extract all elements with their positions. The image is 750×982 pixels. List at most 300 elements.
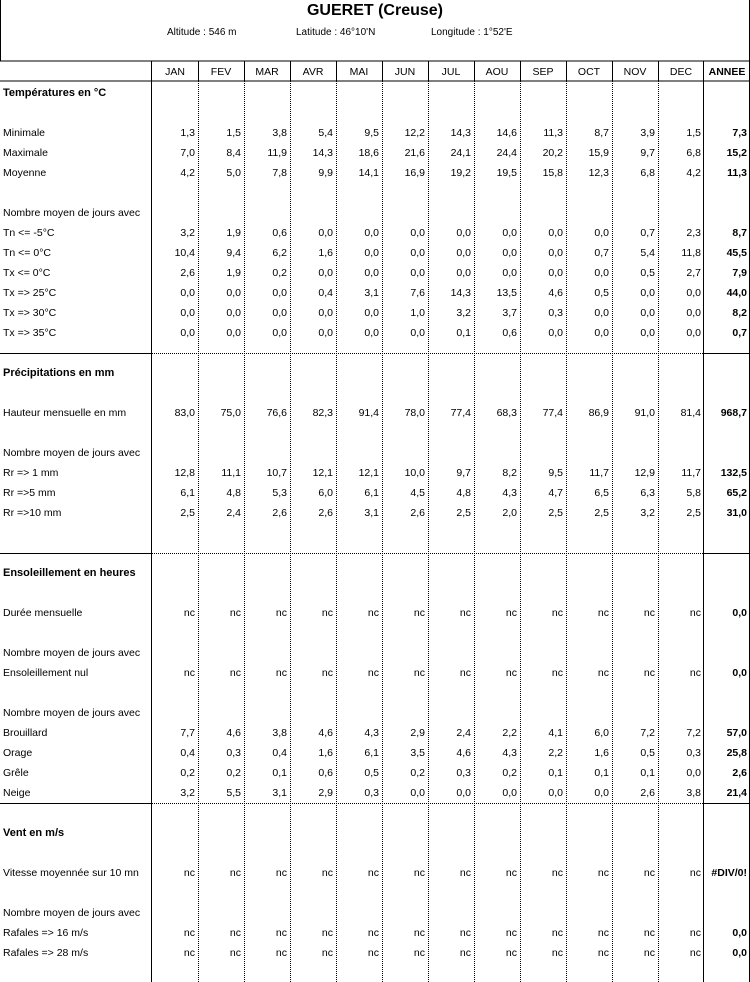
column-header: JAN bbox=[165, 66, 185, 78]
month-value-cell: nc bbox=[275, 927, 287, 939]
month-value-cell: 12,2 bbox=[404, 127, 425, 139]
month-value-cell: nc bbox=[505, 607, 517, 619]
month-value-cell: 11,3 bbox=[543, 127, 563, 139]
month-value-cell: 3,9 bbox=[640, 127, 655, 139]
month-value-cell: 10,0 bbox=[404, 467, 425, 479]
column-header: JUN bbox=[394, 66, 416, 78]
month-value-cell: nc bbox=[689, 947, 701, 959]
month-value-cell: 6,1 bbox=[364, 747, 379, 759]
month-value-cell: nc bbox=[551, 667, 563, 679]
month-value-cell: 3,1 bbox=[364, 287, 379, 299]
month-value-cell: nc bbox=[689, 927, 701, 939]
month-value-cell: 2,6 bbox=[410, 507, 425, 519]
month-value-cell: 3,2 bbox=[180, 787, 195, 799]
month-value-cell: 24,4 bbox=[496, 147, 517, 159]
month-value-cell: 0,0 bbox=[548, 247, 563, 259]
month-value-cell: 5,0 bbox=[226, 167, 241, 179]
month-value-cell: 11,9 bbox=[267, 147, 287, 159]
month-value-cell: 0,0 bbox=[594, 327, 609, 339]
month-value-cell: 0,0 bbox=[686, 767, 701, 779]
month-value-cell: nc bbox=[321, 947, 333, 959]
month-value-cell: 6,3 bbox=[640, 487, 655, 499]
month-value-cell: 2,9 bbox=[410, 727, 425, 739]
month-value-cell: nc bbox=[321, 867, 333, 879]
month-value-cell: 0,3 bbox=[226, 747, 241, 759]
month-value-cell: 0,0 bbox=[686, 287, 701, 299]
column-header: FEV bbox=[210, 66, 232, 78]
month-value-cell: 4,3 bbox=[502, 487, 517, 499]
month-value-cell: 0,0 bbox=[226, 327, 241, 339]
month-value-cell: 3,5 bbox=[410, 747, 425, 759]
annual-value-cell: 7,9 bbox=[732, 267, 747, 279]
section-title: Vent en m/s bbox=[3, 827, 65, 839]
row-label: Tn <= 0°C bbox=[3, 247, 51, 259]
month-value-cell: nc bbox=[413, 867, 425, 879]
month-value-cell: 9,9 bbox=[318, 167, 333, 179]
month-value-cell: 6,2 bbox=[272, 247, 287, 259]
row-label: Minimale bbox=[3, 127, 46, 139]
row-label: Nombre moyen de jours avec bbox=[3, 447, 141, 459]
month-value-cell: 2,5 bbox=[180, 507, 195, 519]
month-value-cell: 11,1 bbox=[221, 467, 241, 479]
month-value-cell: 2,6 bbox=[640, 787, 655, 799]
month-value-cell: 77,4 bbox=[450, 407, 471, 419]
month-value-cell: nc bbox=[505, 867, 517, 879]
column-header: JUL bbox=[441, 66, 461, 78]
month-value-cell: 9,5 bbox=[364, 127, 379, 139]
month-value-cell: nc bbox=[689, 607, 701, 619]
page-title: GUERET (Creuse) bbox=[306, 2, 444, 19]
month-value-cell: nc bbox=[505, 927, 517, 939]
month-value-cell: nc bbox=[459, 867, 471, 879]
month-value-cell: 78,0 bbox=[404, 407, 425, 419]
month-value-cell: 0,0 bbox=[318, 227, 333, 239]
month-value-cell: 0,0 bbox=[548, 227, 563, 239]
month-value-cell: nc bbox=[413, 927, 425, 939]
month-value-cell: 0,0 bbox=[364, 267, 379, 279]
month-value-cell: 12,8 bbox=[174, 467, 195, 479]
annual-value-cell: 45,5 bbox=[726, 247, 747, 259]
row-label: Rr => 1 mm bbox=[3, 467, 59, 479]
month-value-cell: 1,6 bbox=[318, 247, 333, 259]
month-value-cell: 14,6 bbox=[496, 127, 517, 139]
month-value-cell: 2,2 bbox=[502, 727, 517, 739]
month-value-cell: 0,2 bbox=[180, 767, 195, 779]
month-value-cell: 0,0 bbox=[502, 227, 517, 239]
month-value-cell: 16,9 bbox=[404, 167, 425, 179]
month-value-cell: 0,1 bbox=[594, 767, 609, 779]
annual-value-cell: 57,0 bbox=[726, 727, 747, 739]
month-value-cell: 4,8 bbox=[456, 487, 471, 499]
month-value-cell: 0,0 bbox=[594, 227, 609, 239]
month-value-cell: 0,2 bbox=[410, 767, 425, 779]
month-value-cell: nc bbox=[689, 667, 701, 679]
month-value-cell: 4,8 bbox=[226, 487, 241, 499]
month-value-cell: 0,3 bbox=[364, 787, 379, 799]
month-value-cell: 6,1 bbox=[180, 487, 195, 499]
month-value-cell: 2,4 bbox=[226, 507, 241, 519]
month-value-cell: 7,2 bbox=[686, 727, 701, 739]
annual-value-cell: #DIV/0! bbox=[711, 867, 747, 879]
row-label: Nombre moyen de jours avec bbox=[3, 207, 141, 219]
month-value-cell: 83,0 bbox=[174, 407, 195, 419]
annual-value-cell: 0,7 bbox=[732, 327, 747, 339]
month-value-cell: 14,1 bbox=[358, 167, 379, 179]
month-value-cell: 0,0 bbox=[502, 787, 517, 799]
month-value-cell: 86,9 bbox=[588, 407, 609, 419]
column-header: SEP bbox=[532, 66, 554, 78]
section-title: Températures en °C bbox=[3, 87, 107, 99]
annual-value-cell: 21,4 bbox=[726, 787, 747, 799]
month-value-cell: 4,2 bbox=[686, 167, 701, 179]
month-value-cell: 14,3 bbox=[312, 147, 333, 159]
month-value-cell: nc bbox=[597, 947, 609, 959]
month-value-cell: 0,3 bbox=[456, 767, 471, 779]
month-value-cell: 0,1 bbox=[548, 767, 563, 779]
month-value-cell: nc bbox=[321, 667, 333, 679]
row-label: Ensoleillement nul bbox=[3, 667, 89, 679]
row-label: Durée mensuelle bbox=[3, 607, 83, 619]
latitude-text: Latitude : 46°10'N bbox=[296, 27, 376, 38]
month-value-cell: nc bbox=[459, 947, 471, 959]
month-value-cell: 0,0 bbox=[594, 267, 609, 279]
month-value-cell: 4,3 bbox=[364, 727, 379, 739]
month-value-cell: 9,5 bbox=[548, 467, 563, 479]
annual-value-cell: 0,0 bbox=[732, 947, 747, 959]
month-value-cell: 1,6 bbox=[318, 747, 333, 759]
month-value-cell: 2,7 bbox=[686, 267, 701, 279]
row-label: Tx => 35°C bbox=[3, 327, 57, 339]
month-value-cell: 4,6 bbox=[456, 747, 471, 759]
annual-value-cell: 15,2 bbox=[726, 147, 747, 159]
column-header: DEC bbox=[669, 66, 693, 78]
row-label: Vitesse moyennée sur 10 mn bbox=[3, 867, 139, 879]
month-value-cell: 3,1 bbox=[364, 507, 379, 519]
month-value-cell: 0,0 bbox=[318, 327, 333, 339]
row-label: Nombre moyen de jours avec bbox=[3, 907, 141, 919]
month-value-cell: 14,3 bbox=[450, 287, 471, 299]
month-value-cell: nc bbox=[367, 947, 379, 959]
month-value-cell: 24,1 bbox=[450, 147, 471, 159]
month-value-cell: 0,0 bbox=[410, 227, 425, 239]
row-label: Rr =>5 mm bbox=[3, 487, 56, 499]
month-value-cell: 2,5 bbox=[548, 507, 563, 519]
month-value-cell: 8,7 bbox=[594, 127, 609, 139]
column-header: AVR bbox=[302, 66, 324, 78]
month-value-cell: 0,0 bbox=[640, 307, 655, 319]
annual-value-cell: 44,0 bbox=[726, 287, 747, 299]
month-value-cell: 0,7 bbox=[640, 227, 655, 239]
row-label: Rr =>10 mm bbox=[3, 507, 62, 519]
month-value-cell: nc bbox=[275, 607, 287, 619]
month-value-cell: nc bbox=[413, 667, 425, 679]
month-value-cell: 5,8 bbox=[686, 487, 701, 499]
month-value-cell: 0,0 bbox=[410, 787, 425, 799]
month-value-cell: nc bbox=[689, 867, 701, 879]
month-value-cell: 0,6 bbox=[318, 767, 333, 779]
month-value-cell: 1,6 bbox=[594, 747, 609, 759]
month-value-cell: 1,0 bbox=[410, 307, 425, 319]
annual-value-cell: 11,3 bbox=[727, 167, 747, 179]
annual-value-cell: 0,0 bbox=[732, 607, 747, 619]
month-value-cell: 12,1 bbox=[358, 467, 379, 479]
month-value-cell: 0,0 bbox=[640, 327, 655, 339]
month-value-cell: 21,6 bbox=[404, 147, 425, 159]
month-value-cell: nc bbox=[229, 867, 241, 879]
month-value-cell: nc bbox=[597, 927, 609, 939]
month-value-cell: 2,9 bbox=[318, 787, 333, 799]
month-value-cell: nc bbox=[459, 927, 471, 939]
month-value-cell: nc bbox=[597, 607, 609, 619]
month-value-cell: 19,2 bbox=[450, 167, 471, 179]
month-value-cell: 75,0 bbox=[220, 407, 241, 419]
month-value-cell: 12,3 bbox=[588, 167, 609, 179]
month-value-cell: 2,5 bbox=[594, 507, 609, 519]
month-value-cell: 10,4 bbox=[174, 247, 195, 259]
month-value-cell: nc bbox=[505, 667, 517, 679]
month-value-cell: nc bbox=[229, 947, 241, 959]
month-value-cell: 9,7 bbox=[456, 467, 471, 479]
month-value-cell: nc bbox=[229, 927, 241, 939]
month-value-cell: 0,0 bbox=[226, 287, 241, 299]
month-value-cell: 0,5 bbox=[594, 287, 609, 299]
annual-value-cell: 0,0 bbox=[732, 927, 747, 939]
month-value-cell: 6,0 bbox=[318, 487, 333, 499]
month-value-cell: 7,2 bbox=[640, 727, 655, 739]
month-value-cell: 11,7 bbox=[681, 467, 701, 479]
month-value-cell: 0,4 bbox=[318, 287, 333, 299]
month-value-cell: 77,4 bbox=[542, 407, 563, 419]
month-value-cell: 2,2 bbox=[548, 747, 563, 759]
row-label: Tx => 30°C bbox=[3, 307, 57, 319]
month-value-cell: 2,0 bbox=[502, 507, 517, 519]
month-value-cell: 76,6 bbox=[266, 407, 287, 419]
month-value-cell: 6,8 bbox=[686, 147, 701, 159]
month-value-cell: 6,0 bbox=[594, 727, 609, 739]
month-value-cell: 4,2 bbox=[180, 167, 195, 179]
month-value-cell: 0,0 bbox=[410, 267, 425, 279]
month-value-cell: 91,4 bbox=[358, 407, 379, 419]
row-label: Grêle bbox=[3, 767, 29, 779]
month-value-cell: nc bbox=[275, 947, 287, 959]
annual-value-cell: 968,7 bbox=[720, 407, 747, 419]
month-value-cell: nc bbox=[367, 667, 379, 679]
month-value-cell: 0,2 bbox=[272, 267, 287, 279]
month-value-cell: 0,0 bbox=[640, 287, 655, 299]
month-value-cell: nc bbox=[551, 947, 563, 959]
row-label: Neige bbox=[3, 787, 31, 799]
month-value-cell: 0,0 bbox=[456, 227, 471, 239]
month-value-cell: 7,0 bbox=[180, 147, 195, 159]
month-value-cell: 0,0 bbox=[180, 327, 195, 339]
month-value-cell: 1,5 bbox=[686, 127, 701, 139]
month-value-cell: nc bbox=[551, 607, 563, 619]
month-value-cell: nc bbox=[367, 607, 379, 619]
month-value-cell: 0,2 bbox=[502, 767, 517, 779]
month-value-cell: 0,0 bbox=[226, 307, 241, 319]
month-value-cell: 15,9 bbox=[588, 147, 609, 159]
month-value-cell: 3,2 bbox=[640, 507, 655, 519]
month-value-cell: 3,2 bbox=[456, 307, 471, 319]
month-value-cell: 11,7 bbox=[589, 467, 609, 479]
month-value-cell: 1,9 bbox=[226, 267, 241, 279]
row-label: Maximale bbox=[3, 147, 48, 159]
month-value-cell: nc bbox=[275, 867, 287, 879]
annual-value-cell: 65,2 bbox=[726, 487, 747, 499]
month-value-cell: 3,1 bbox=[272, 787, 287, 799]
month-value-cell: 0,6 bbox=[502, 327, 517, 339]
month-value-cell: nc bbox=[229, 607, 241, 619]
month-value-cell: nc bbox=[643, 667, 655, 679]
month-value-cell: 0,5 bbox=[640, 267, 655, 279]
month-value-cell: 15,8 bbox=[542, 167, 563, 179]
month-value-cell: 0,0 bbox=[594, 307, 609, 319]
month-value-cell: nc bbox=[183, 607, 195, 619]
row-label: Tn <= -5°C bbox=[3, 227, 55, 239]
month-value-cell: nc bbox=[505, 947, 517, 959]
month-value-cell: 0,0 bbox=[272, 287, 287, 299]
month-value-cell: 0,0 bbox=[364, 327, 379, 339]
month-value-cell: nc bbox=[643, 947, 655, 959]
month-value-cell: 0,4 bbox=[180, 747, 195, 759]
month-value-cell: nc bbox=[643, 927, 655, 939]
month-value-cell: 0,0 bbox=[272, 307, 287, 319]
month-value-cell: 10,7 bbox=[266, 467, 287, 479]
month-value-cell: nc bbox=[183, 947, 195, 959]
month-value-cell: 0,0 bbox=[548, 327, 563, 339]
month-value-cell: nc bbox=[183, 927, 195, 939]
month-value-cell: nc bbox=[413, 947, 425, 959]
month-value-cell: 81,4 bbox=[680, 407, 701, 419]
month-value-cell: 5,5 bbox=[226, 787, 241, 799]
month-value-cell: 13,5 bbox=[496, 287, 517, 299]
month-value-cell: 0,0 bbox=[456, 267, 471, 279]
month-value-cell: nc bbox=[551, 927, 563, 939]
month-value-cell: 4,6 bbox=[226, 727, 241, 739]
month-value-cell: 5,4 bbox=[318, 127, 333, 139]
month-value-cell: 9,4 bbox=[226, 247, 241, 259]
month-value-cell: 0,0 bbox=[318, 307, 333, 319]
month-value-cell: 7,8 bbox=[272, 167, 287, 179]
month-value-cell: 0,0 bbox=[456, 247, 471, 259]
annual-value-cell: 2,6 bbox=[732, 767, 747, 779]
month-value-cell: 2,6 bbox=[272, 507, 287, 519]
section-title: Ensoleillement en heures bbox=[3, 567, 136, 579]
column-header: NOV bbox=[623, 66, 647, 78]
column-header: AOU bbox=[485, 66, 509, 78]
column-header: MAR bbox=[255, 66, 279, 78]
section-title: Précipitations en mm bbox=[3, 367, 115, 379]
month-value-cell: 0,0 bbox=[272, 327, 287, 339]
month-value-cell: 3,8 bbox=[272, 727, 287, 739]
month-value-cell: 2,5 bbox=[686, 507, 701, 519]
month-value-cell: 4,5 bbox=[410, 487, 425, 499]
month-value-cell: 0,1 bbox=[640, 767, 655, 779]
month-value-cell: 3,2 bbox=[180, 227, 195, 239]
month-value-cell: 4,1 bbox=[548, 727, 563, 739]
month-value-cell: 4,3 bbox=[502, 747, 517, 759]
month-value-cell: 4,7 bbox=[548, 487, 563, 499]
month-value-cell: 0,0 bbox=[548, 787, 563, 799]
month-value-cell: nc bbox=[183, 667, 195, 679]
month-value-cell: 8,2 bbox=[502, 467, 517, 479]
month-value-cell: 0,0 bbox=[364, 247, 379, 259]
month-value-cell: 0,0 bbox=[548, 267, 563, 279]
month-value-cell: 7,6 bbox=[410, 287, 425, 299]
month-value-cell: 2,4 bbox=[456, 727, 471, 739]
month-value-cell: 20,2 bbox=[542, 147, 563, 159]
month-value-cell: 19,5 bbox=[496, 167, 517, 179]
annual-value-cell: 132,5 bbox=[720, 467, 747, 479]
month-value-cell: nc bbox=[183, 867, 195, 879]
month-value-cell: 3,7 bbox=[502, 307, 517, 319]
month-value-cell: 0,0 bbox=[410, 327, 425, 339]
month-value-cell: 0,2 bbox=[226, 767, 241, 779]
annual-value-cell: 8,2 bbox=[732, 307, 747, 319]
month-value-cell: 0,5 bbox=[364, 767, 379, 779]
month-value-cell: 68,3 bbox=[496, 407, 517, 419]
annual-value-cell: 25,8 bbox=[726, 747, 747, 759]
month-value-cell: 18,6 bbox=[358, 147, 379, 159]
month-value-cell: 0,0 bbox=[364, 227, 379, 239]
month-value-cell: nc bbox=[321, 607, 333, 619]
month-value-cell: 7,7 bbox=[180, 727, 195, 739]
row-label: Nombre moyen de jours avec bbox=[3, 707, 141, 719]
month-value-cell: nc bbox=[597, 867, 609, 879]
month-value-cell: 3,8 bbox=[272, 127, 287, 139]
month-value-cell: 0,1 bbox=[456, 327, 471, 339]
month-value-cell: nc bbox=[551, 867, 563, 879]
month-value-cell: 0,0 bbox=[502, 267, 517, 279]
row-label: Brouillard bbox=[3, 727, 48, 739]
month-value-cell: 12,9 bbox=[634, 467, 655, 479]
longitude-text: Longitude : 1°52'E bbox=[431, 27, 513, 38]
column-header: OCT bbox=[577, 66, 601, 78]
row-label: Moyenne bbox=[3, 167, 47, 179]
month-value-cell: nc bbox=[229, 667, 241, 679]
column-header: ANNEE bbox=[708, 66, 746, 78]
month-value-cell: 4,6 bbox=[548, 287, 563, 299]
row-label: Rafales => 16 m/s bbox=[3, 927, 89, 939]
row-label: Nombre moyen de jours avec bbox=[3, 647, 141, 659]
month-value-cell: nc bbox=[459, 607, 471, 619]
month-value-cell: 5,4 bbox=[640, 247, 655, 259]
month-value-cell: 0,0 bbox=[318, 267, 333, 279]
month-value-cell: 6,5 bbox=[594, 487, 609, 499]
row-label: Hauteur mensuelle en mm bbox=[3, 407, 127, 419]
month-value-cell: 0,3 bbox=[686, 747, 701, 759]
month-value-cell: nc bbox=[413, 607, 425, 619]
month-value-cell: nc bbox=[275, 667, 287, 679]
annual-value-cell: 31,0 bbox=[726, 507, 747, 519]
month-value-cell: 0,0 bbox=[456, 787, 471, 799]
row-label: Tx <= 0°C bbox=[3, 267, 51, 279]
month-value-cell: 12,1 bbox=[312, 467, 333, 479]
month-value-cell: 9,7 bbox=[640, 147, 655, 159]
month-value-cell: 0,3 bbox=[548, 307, 563, 319]
month-value-cell: 91,0 bbox=[634, 407, 655, 419]
month-value-cell: 0,0 bbox=[410, 247, 425, 259]
annual-value-cell: 8,7 bbox=[732, 227, 747, 239]
altitude-text: Altitude : 546 m bbox=[167, 27, 237, 38]
month-value-cell: 4,6 bbox=[318, 727, 333, 739]
month-value-cell: 0,6 bbox=[272, 227, 287, 239]
month-value-cell: 0,0 bbox=[502, 247, 517, 259]
month-value-cell: 2,6 bbox=[180, 267, 195, 279]
month-value-cell: nc bbox=[597, 667, 609, 679]
month-value-cell: 5,3 bbox=[272, 487, 287, 499]
month-value-cell: 0,0 bbox=[594, 787, 609, 799]
